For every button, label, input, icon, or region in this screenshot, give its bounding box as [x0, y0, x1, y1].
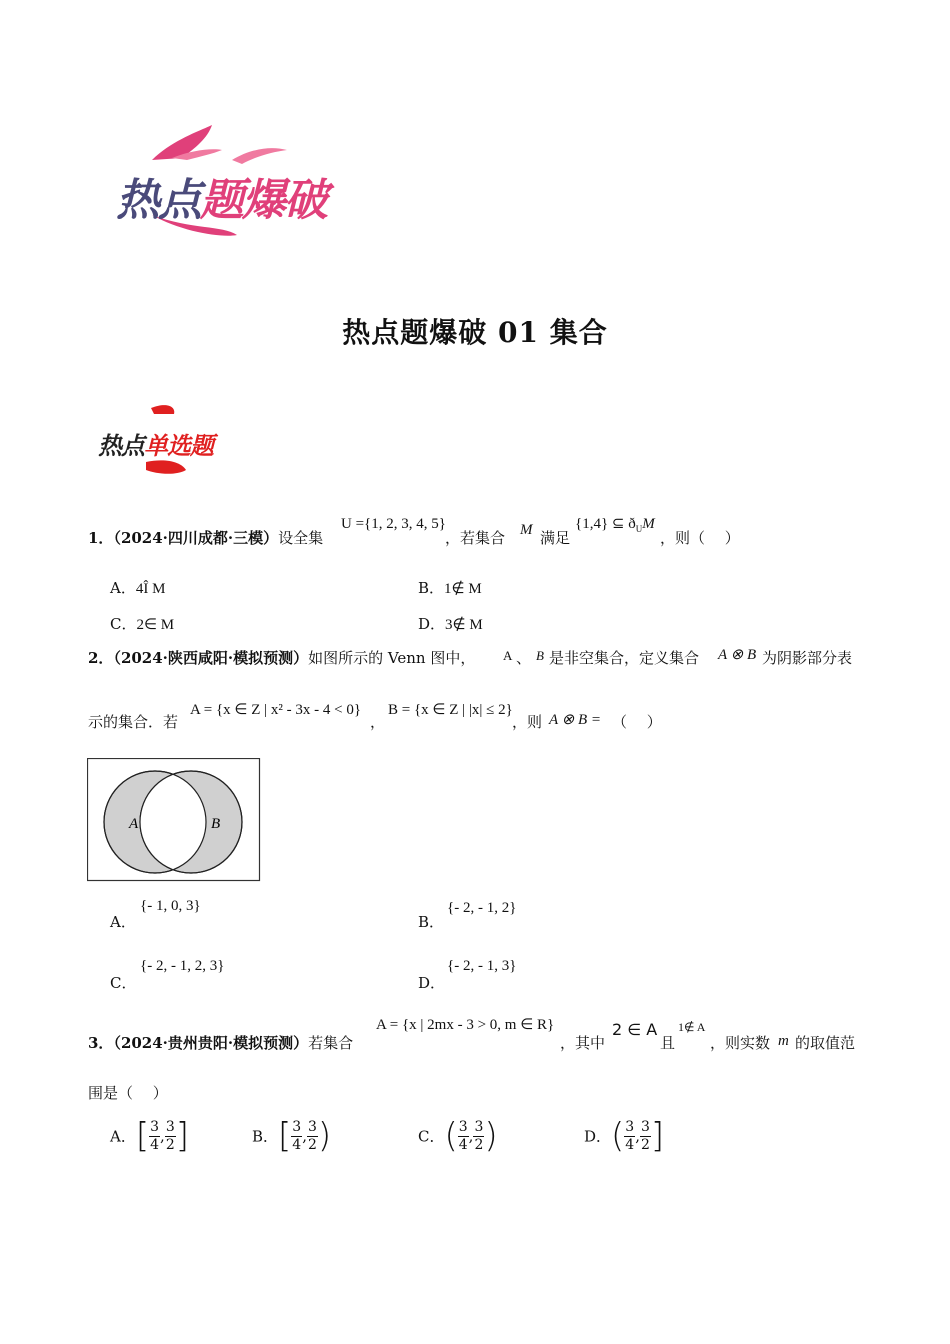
stem-text: 是非空集合，定义集合	[549, 649, 700, 667]
stem-text: ，则	[512, 713, 543, 731]
var-m: M	[520, 522, 533, 538]
section-logo-text: 热点单选题	[98, 432, 213, 460]
option-b[interactable]: B．[ $\frac{3}{4}$ , $\frac{3}{2}$ )	[252, 1116, 332, 1156]
option-label: D．	[418, 974, 446, 992]
option-c[interactable]: C．( $\frac{3}{4}$ , $\frac{3}{2}$ )	[418, 1116, 498, 1156]
option-value: {- 2, - 1, 2, 3}	[140, 958, 225, 974]
condition-subscript: U	[635, 524, 643, 534]
question-3-stem	[88, 1033, 353, 1053]
interval-left-bracket: [	[135, 1116, 150, 1156]
option-label: D．	[418, 615, 446, 633]
stem-text: 若集合	[308, 1034, 354, 1052]
single-choice-section-logo	[96, 400, 236, 480]
hot-topic-logo	[112, 120, 342, 240]
stem-text: 满足	[540, 529, 571, 547]
fraction: $\frac{3}{2}$	[474, 1118, 484, 1153]
stem-text: ，则实数	[710, 1034, 771, 1052]
interval-right-bracket: )	[317, 1116, 332, 1156]
stem-text: （ ）	[612, 713, 662, 731]
option-value: {- 2, - 1, 3}	[447, 958, 517, 974]
stem-text: 围是（ ）	[88, 1084, 168, 1102]
stem-text: 为阴影部分表	[762, 649, 853, 667]
option-d[interactable]	[418, 613, 483, 634]
option-label: A．	[110, 579, 136, 597]
option-a[interactable]	[110, 577, 165, 598]
set-a-definition: A = {x ∈ Z | x² - 3x - 4 < 0}	[190, 702, 362, 718]
option-value: 1∉ M	[444, 581, 482, 597]
var-m: m	[778, 1033, 789, 1049]
stem-text: ，若集合	[445, 529, 506, 547]
logo-text: 热点题爆破	[116, 175, 326, 226]
question-source: （2024·四川成都·三模）	[113, 529, 279, 547]
fraction: $\frac{3}{4}$	[625, 1118, 635, 1153]
stem-text: ，	[370, 713, 386, 731]
page-title: 热点题爆破 01 集合	[342, 316, 608, 349]
option-c[interactable]	[110, 972, 136, 993]
option-label: B．	[252, 1127, 279, 1146]
stem-text: 、	[516, 649, 532, 667]
option-a[interactable]: A．[ $\frac{3}{4}$ , $\frac{3}{2}$ ]	[110, 1116, 189, 1156]
condition-var: M	[642, 516, 655, 532]
question-source: （2024·贵州贵阳·模拟预测）	[113, 1034, 309, 1052]
option-label: A．	[110, 1127, 136, 1146]
stem-text: 且	[660, 1034, 676, 1052]
condition-2-in-a: 2 ∈ A	[612, 1020, 658, 1039]
interval-left-bracket: (	[444, 1116, 458, 1156]
option-value: 2∈ M	[136, 617, 175, 633]
question-number: 2．	[88, 649, 114, 667]
option-label: B．	[418, 913, 445, 931]
set-b-definition: B = {x ∈ Z | |x| ≤ 2}	[388, 702, 513, 718]
venn-label-a: A	[129, 816, 139, 832]
question-source: （2024·陕西咸阳·模拟预测）	[113, 649, 309, 667]
question-number: 3．	[88, 1034, 114, 1052]
a-otimes-b-equals: A ⊗ B =	[549, 712, 601, 728]
option-label: C．	[110, 615, 137, 633]
stem-text: ，其中	[560, 1034, 606, 1052]
venn-diagram	[87, 758, 261, 882]
fraction: $\frac{3}{2}$	[165, 1118, 175, 1153]
a-otimes-b: A ⊗ B	[718, 647, 757, 663]
option-label: C．	[110, 974, 137, 992]
question-1-stem	[88, 528, 323, 548]
var-a: A	[503, 648, 513, 663]
option-value: 3∉ M	[445, 617, 483, 633]
question-number: 1．	[88, 529, 114, 547]
option-label: A．	[110, 913, 136, 931]
option-label: D．	[584, 1127, 612, 1146]
universal-set: U ={1, 2, 3, 4, 5}	[341, 516, 446, 532]
stem-text: 如图所示的 Venn 图中，	[308, 649, 476, 667]
option-value: 4Î M	[135, 581, 166, 597]
stem-text: 的取值范	[795, 1034, 856, 1052]
fraction: $\frac{3}{4}$	[150, 1118, 160, 1153]
option-value: {- 2, - 1, 2}	[447, 900, 517, 916]
condition-1-not-in-a: 1∉ A	[678, 1020, 706, 1034]
set-a-definition: A = {x | 2mx - 3 > 0, m ∈ R}	[376, 1017, 555, 1033]
var-b: B	[536, 648, 544, 663]
option-label: B．	[418, 579, 445, 597]
option-d[interactable]: D．( $\frac{3}{4}$ , $\frac{3}{2}$ ]	[584, 1116, 665, 1156]
interval-left-bracket: [	[278, 1116, 292, 1156]
option-label: C．	[418, 1127, 445, 1146]
option-value: {- 1, 0, 3}	[140, 898, 201, 914]
fraction: $\frac{3}{4}$	[292, 1118, 302, 1153]
subset-condition	[575, 514, 655, 534]
option-c[interactable]	[110, 613, 174, 634]
option-a[interactable]	[110, 911, 136, 932]
question-2-stem	[88, 648, 475, 668]
interval-right-bracket: ]	[175, 1116, 189, 1156]
option-b[interactable]	[418, 577, 482, 598]
option-d[interactable]	[418, 972, 445, 993]
condition-set: {1,4} ⊆ ð	[575, 516, 636, 532]
venn-label-b: B	[211, 816, 221, 832]
stem-text: 示的集合．若	[88, 713, 179, 731]
option-b[interactable]	[418, 911, 444, 932]
interval-left-bracket: (	[611, 1116, 625, 1156]
stem-text: 设全集	[278, 529, 324, 547]
fraction: $\frac{3}{2}$	[308, 1118, 317, 1153]
interval-right-bracket: ]	[650, 1116, 665, 1156]
stem-text: ，则（ ）	[660, 529, 740, 547]
interval-right-bracket: )	[484, 1116, 498, 1156]
fraction: $\frac{3}{4}$	[458, 1118, 468, 1153]
fraction: $\frac{3}{2}$	[641, 1118, 650, 1153]
